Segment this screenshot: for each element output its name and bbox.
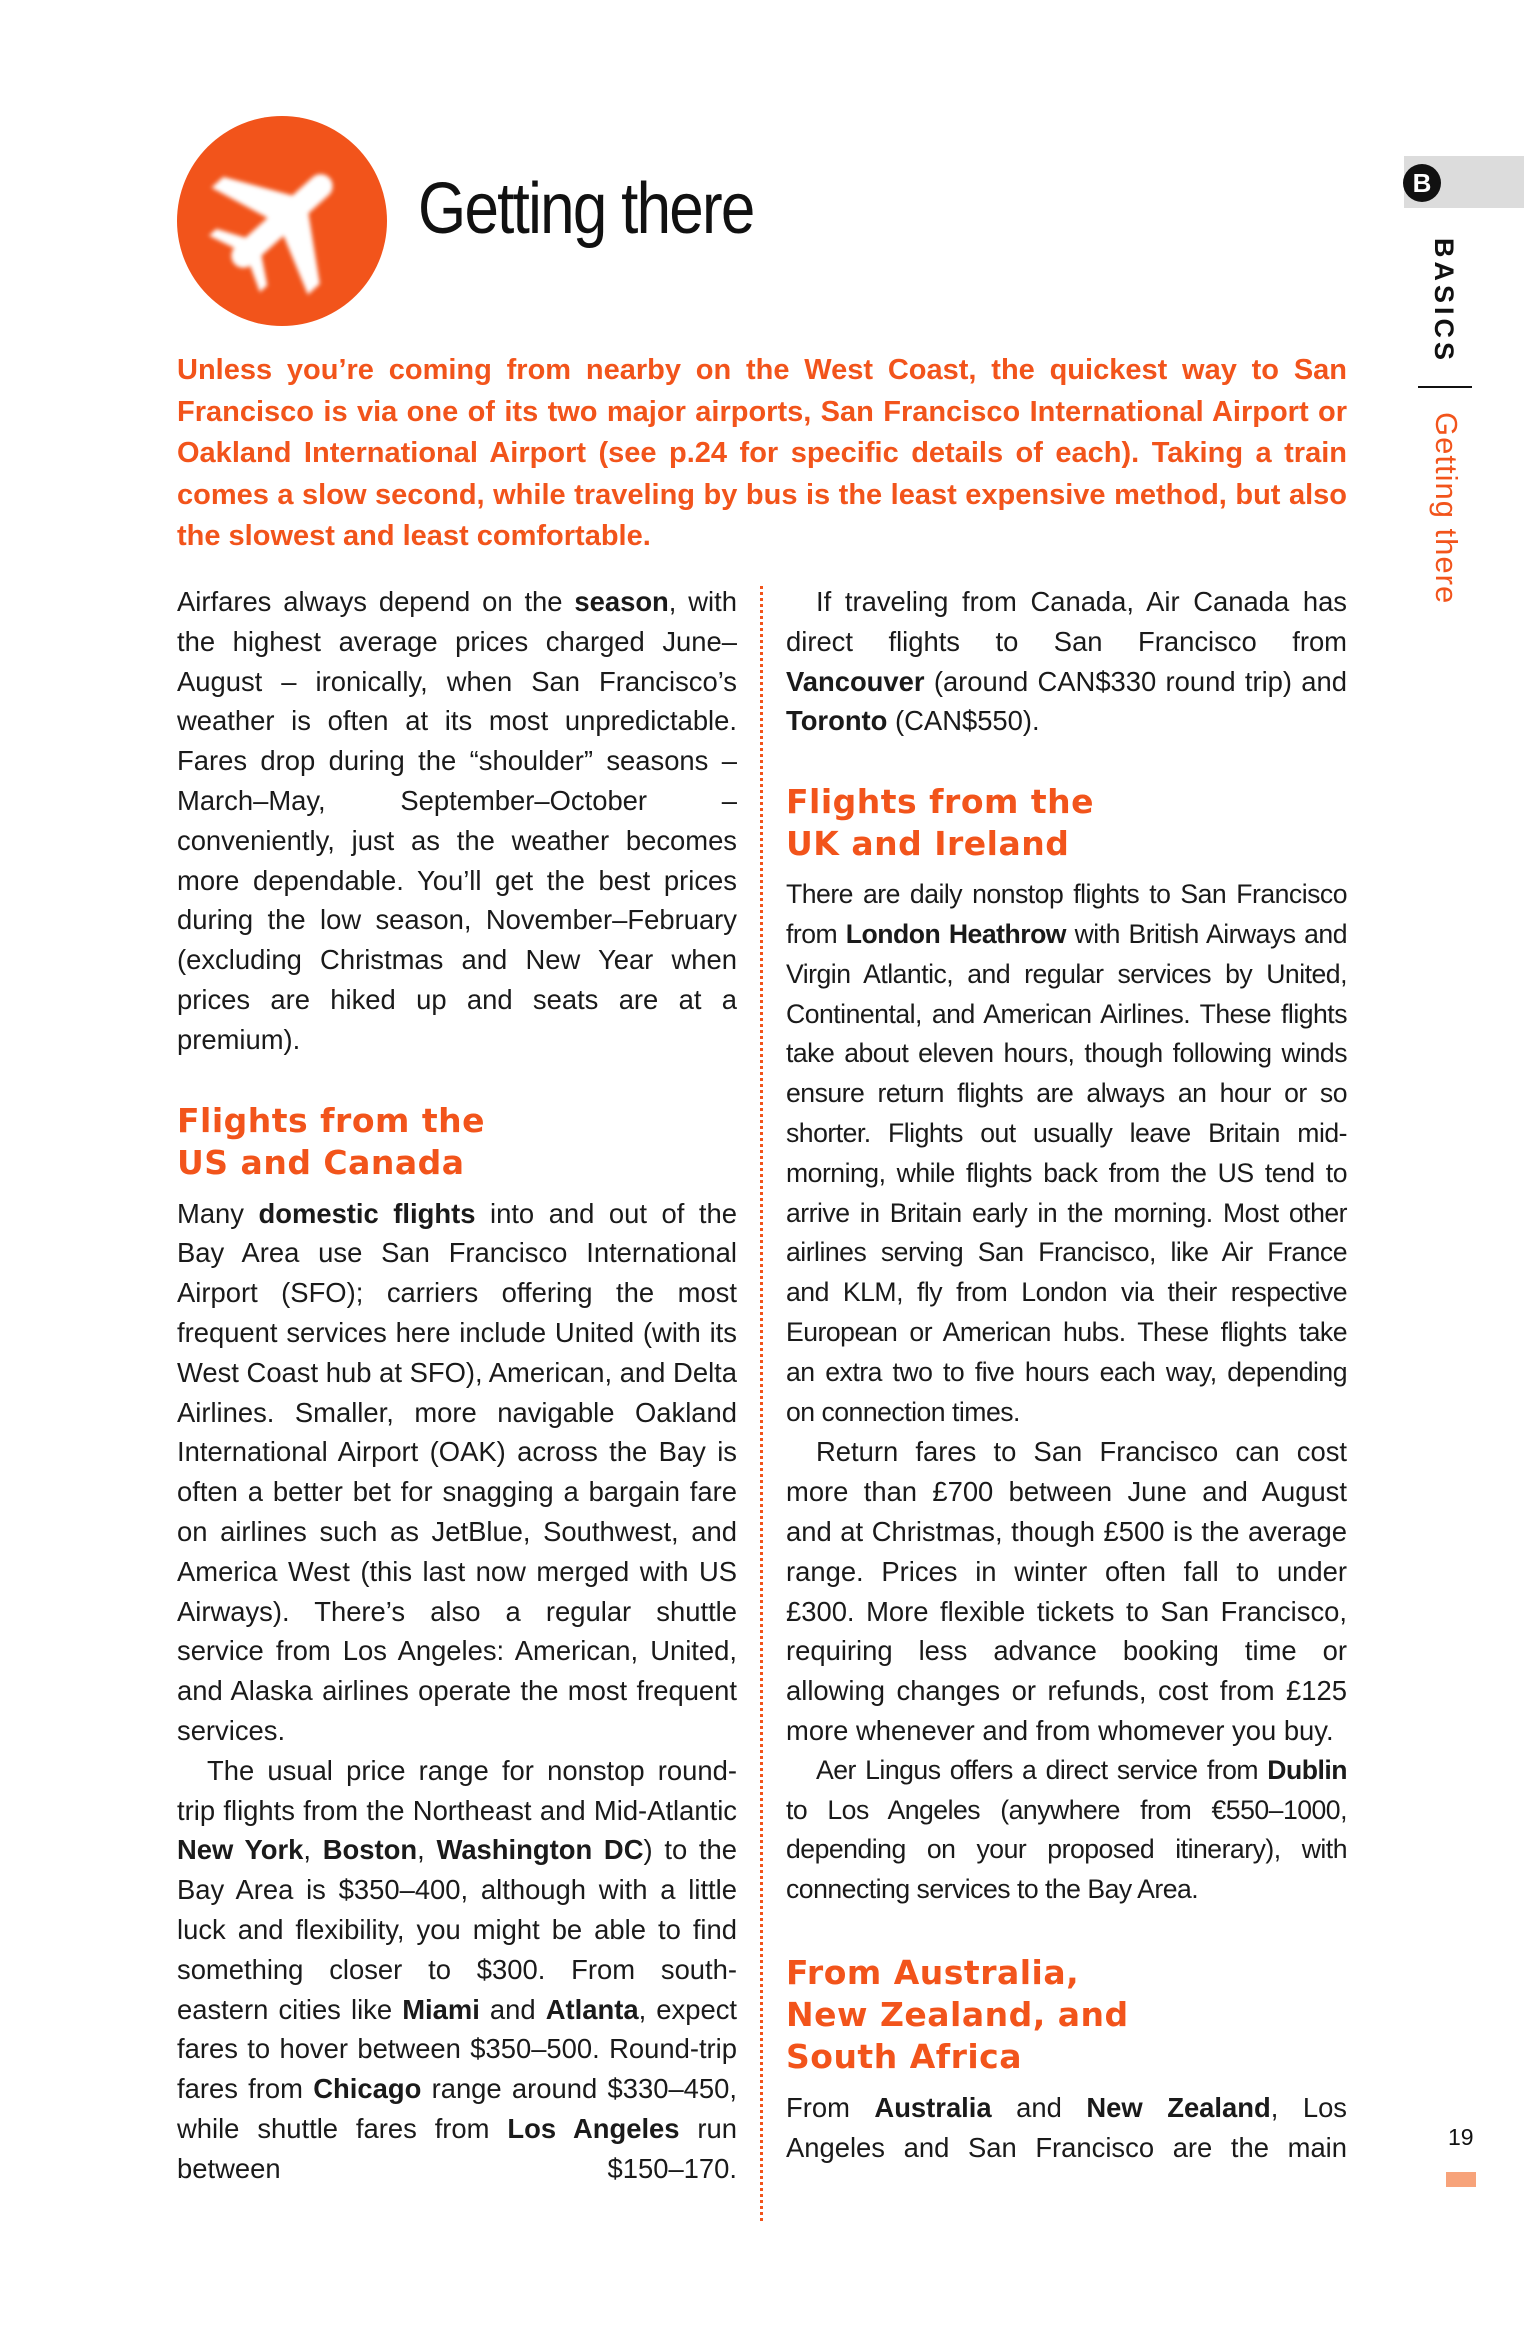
heading-uk-ireland: Flights from the UK and Ireland [786, 782, 1095, 864]
airplane-icon [177, 116, 387, 326]
return-fares-paragraph: Return fares to San Francisco can cost more than £700 between June and August and at Christmas, though £500 is the average range. Prices in winter often fall to under £300. More flexible tickets to San Francisco, requiring less advance booking time or allowing changes or refunds, cost from £125 more whenever and from whomever you buy. [786, 1436, 1347, 1746]
airfares-paragraph: Airfares always depend on the season, with the highest average prices charged June–August – ironically, when San Francisco’s weather is often at its most unpredictable. Fares drop during the “shoulder” seasons – March–May, September–October – conveniently, just as the weather becomes more dependable. You’ll get the best prices during the low season, November–February (excluding Christmas and New Year when prices are hiked up and seats are at a premium). [177, 586, 737, 1055]
column-divider [760, 586, 763, 2221]
intro-paragraph: Unless you’re coming from nearby on the West Coast, the quickest way to San Francisco is via one of its two major airports, San Francisco International Airport or Oakland International Airport (see p.24 for specific details of each). Taking a train comes a slow second, while traveling by bus is the least expensive method, but also the slowest and least comfortable. [177, 354, 1347, 553]
sidebar-rule [1418, 386, 1472, 388]
heading-australia: From Australia, New Zealand, and South Africa [786, 1952, 1129, 2076]
page-number: 19 [1448, 2124, 1474, 2150]
uk-flights-paragraph: There are daily nonstop flights to San Francisco from London Heathrow with British Airways and Virgin Atlantic, and regular services by United, Continental, and American Airlines. These flights take about eleven hours, though following winds ensure return flights are always an hour or so shorter. Flights out usually leave Britain mid-morning, while flights back from the US tend to arrive in Britain early in the morning. Most other airlines serving San Francisco, like Air France and KLM, fly from London via their respective European or American hubs. These flights take an extra two to five hours each way, depending on connection times. [786, 879, 1347, 1427]
page-marker [1446, 2172, 1476, 2187]
domestic-flights-paragraph: Many domestic flights into and out of the Bay Area use San Francisco International Airport (SFO); carriers offering the most frequent services here include United (with its West Coast hub at SFO), American, and Delta Airlines. Smaller, more navigable Oakland International Airport (OAK) across the Bay is often a better bet for snagging a bargain fare on airlines such as JetBlue, Southwest, and America West (this last now merged with US Airways). There’s also a regular shuttle service from Los Angeles: American, United, and Alaska airlines operate the most frequent services. [177, 1197, 737, 1746]
page-title: Getting there [418, 169, 754, 249]
aer-lingus-paragraph: Aer Lingus offers a direct service from Dublin to Los Angeles (anywhere from €550–1000, depending on your proposed itinerary), with connecting services to the Bay Area. [786, 1754, 1347, 1905]
heading-us-canada: Flights from the US and Canada [177, 1100, 486, 1182]
left-column [177, 582, 737, 2188]
price-range-paragraph: The usual price range for nonstop round-trip flights from the Northeast and Mid-Atlantic New York, Boston, Washington DC) to the Bay Area is $350–400, although with a little luck and flexibility, you might be able to find something closer to $300. From south-eastern cities like Miami and Atlanta, expect fares to hover between $350–500. Round-trip fares from Chicago range around $330–450, while shuttle fares from Los Angeles run between $150–170. [177, 1754, 738, 2184]
section-tab-letter: B [1403, 164, 1441, 202]
right-column [786, 582, 1347, 2168]
sidebar-section-label: BASICS [1429, 238, 1459, 365]
sidebar-chapter-label: Getting there [1429, 412, 1464, 605]
canada-paragraph: If traveling from Canada, Air Canada has direct flights to San Francisco from Vancouver (around CAN$330 round trip) and Toronto (CAN$550). [786, 586, 1347, 737]
section-icon-badge [177, 116, 387, 326]
australia-paragraph: From Australia and New Zealand, Los Angeles and San Francisco are the main [786, 2091, 1348, 2163]
